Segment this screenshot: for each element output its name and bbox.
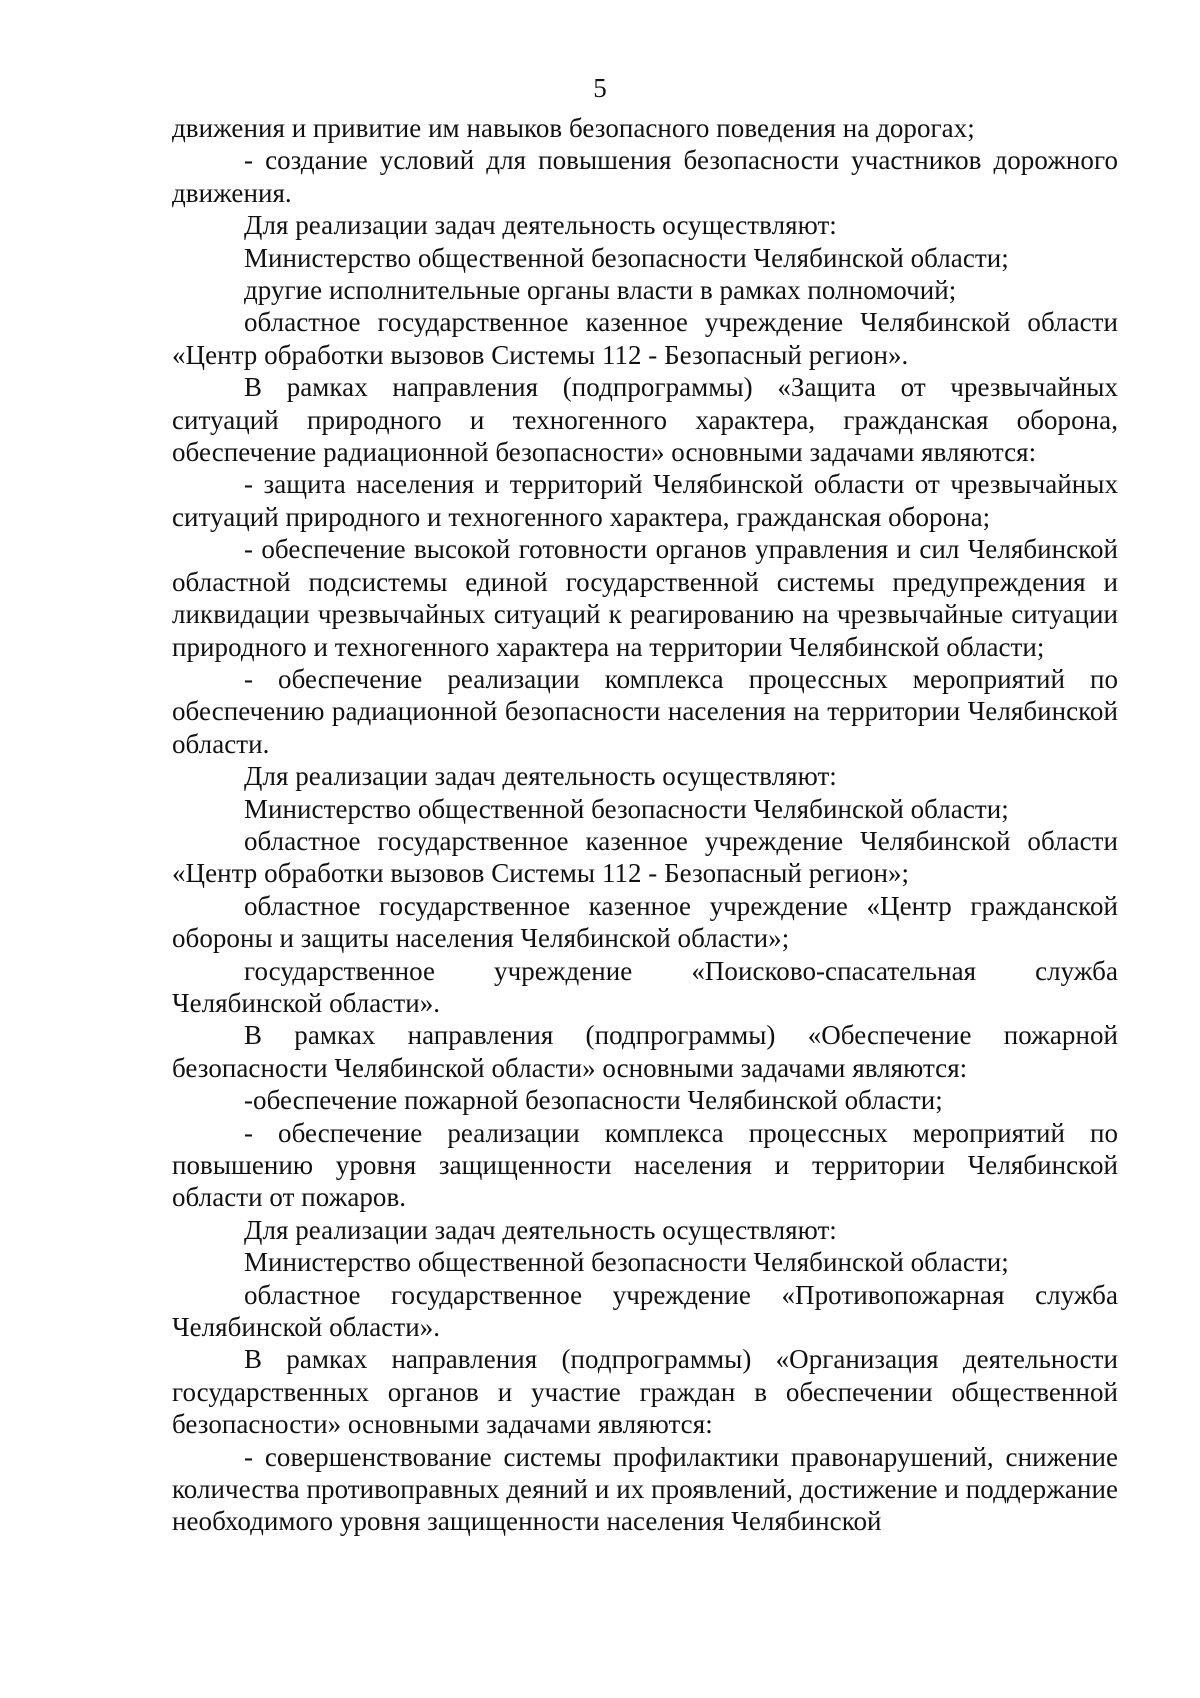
paragraph: - обеспечение реализации комплекса процессных мероприятий по обеспечению радиационной безопасности населения на территории Челябинской области.: [172, 663, 1118, 759]
paragraph: Для реализации задач деятельность осуществляют:: [244, 210, 837, 241]
paragraph: - совершенствование системы профилактики правонарушений, снижение количества противоправных деяний и их проявлений, достижение и поддержание необходимого уровня защищенности населения Челябинской: [172, 1441, 1118, 1537]
paragraph: В рамках направления (подпрограммы) «Организация деятельности государственных органов и участие граждан в обеспечении общественной безопасности» основными задачами являются:: [172, 1344, 1118, 1440]
paragraph: Для реализации задач деятельность осуществляют:: [244, 1214, 837, 1245]
paragraph: областное государственное казенное учреждение Челябинской области «Центр обработки вызовов Системы 112 - Безопасный регион»;: [172, 825, 1118, 889]
document-body: [172, 112, 1118, 1538]
page-number: 5: [593, 73, 607, 103]
paragraph: другие исполнительные органы власти в рамках полномочий;: [244, 275, 957, 306]
paragraph: В рамках направления (подпрограммы) «Обеспечение пожарной безопасности Челябинской области» основными задачами являются:: [172, 1020, 1118, 1083]
paragraph: -обеспечение пожарной безопасности Челябинской области;: [244, 1085, 943, 1116]
paragraph: Министерство общественной безопасности Челябинской области;: [244, 793, 1009, 824]
paragraph: движения и привитие им навыков безопасного поведения на дорогах;: [172, 113, 975, 143]
paragraph: государственное учреждение «Поисково-спасательная служба Челябинской области».: [172, 955, 1118, 1018]
paragraph: областное государственное учреждение «Противопожарная служба Челябинской области».: [172, 1279, 1118, 1343]
paragraph: - обеспечение высокой готовности органов управления и сил Челябинской областной подсистемы единой государственной системы предупреждения и ликвидации чрезвычайных ситуаций к реагированию на чрезвычайные ситуации природного и техногенного характера на территории Челябинской области;: [172, 534, 1118, 662]
paragraph: областное государственное казенное учреждение Челябинской области «Центр обработки вызовов Системы 112 - Безопасный регион».: [172, 307, 1118, 370]
paragraph: областное государственное казенное учреждение «Центр гражданской обороны и защиты населения Челябинской области»;: [172, 890, 1118, 954]
paragraph: Министерство общественной безопасности Челябинской области;: [244, 1247, 1009, 1278]
paragraph: В рамках направления (подпрограммы) «Защита от чрезвычайных ситуаций природного и техногенного характера, гражданская оборона, обеспечение радиационной безопасности» основными задачами являются:: [172, 372, 1118, 468]
paragraph: Министерство общественной безопасности Челябинской области;: [244, 242, 1009, 273]
paragraph: - создание условий для повышения безопасности участников дорожного движения.: [172, 145, 1118, 208]
paragraph: - обеспечение реализации комплекса процессных мероприятий по повышению уровня защищенности населения и территории Челябинской области от пожаров.: [172, 1117, 1118, 1213]
paragraph: Для реализации задач деятельность осуществляют:: [244, 761, 837, 792]
paragraph: - защита населения и территорий Челябинской области от чрезвычайных ситуаций природного и техногенного характера, гражданская оборона;: [172, 469, 1118, 532]
